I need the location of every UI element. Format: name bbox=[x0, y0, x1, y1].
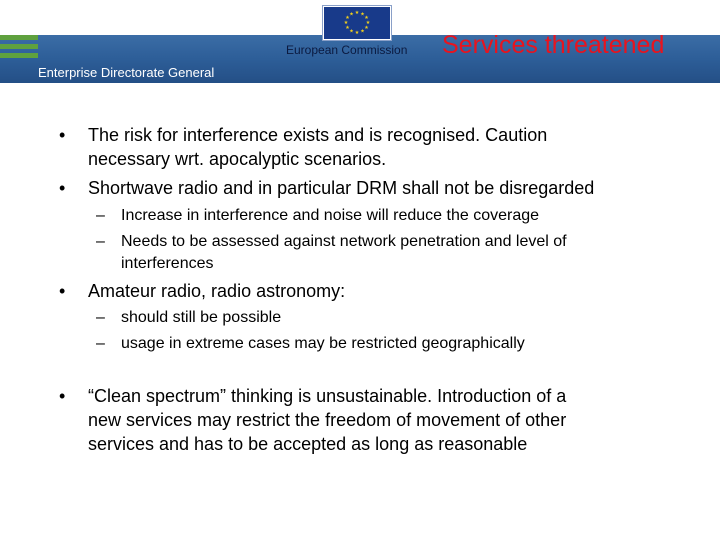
sub-bullet-line: should still be possible bbox=[121, 309, 282, 326]
bullet-item bbox=[59, 177, 679, 200]
svg-text:★: ★ bbox=[364, 25, 369, 31]
svg-text:★: ★ bbox=[364, 15, 369, 21]
organization-label: European Commission bbox=[286, 43, 408, 57]
svg-text:★: ★ bbox=[349, 11, 354, 18]
bullet-line: Shortwave radio and in particular DRM shall not be disregarded bbox=[88, 178, 595, 198]
sub-bullet-line: Increase in interference and noise will reduce the coverage bbox=[121, 207, 540, 224]
sub-bullet-item bbox=[96, 230, 656, 276]
bullet-item bbox=[59, 280, 679, 303]
svg-text:★: ★ bbox=[349, 28, 354, 35]
sub-bullet-item bbox=[96, 332, 656, 355]
sub-bullet-item bbox=[96, 306, 656, 329]
svg-text:★: ★ bbox=[343, 20, 349, 26]
svg-text:★: ★ bbox=[345, 15, 350, 21]
bullet-line: services and has to be accepted as long as reasonable bbox=[88, 434, 528, 454]
bullet-item bbox=[59, 124, 679, 170]
svg-text:★: ★ bbox=[360, 28, 365, 35]
bullet-line: necessary wrt. apocalyptic scenarios. bbox=[88, 149, 387, 169]
sub-bullet-line: usage in extreme cases may be restricted geographically bbox=[121, 335, 525, 352]
sub-bullet-line: interferences bbox=[121, 255, 214, 272]
svg-text:★: ★ bbox=[354, 10, 360, 16]
bullet-mark: • bbox=[59, 125, 66, 145]
svg-text:★: ★ bbox=[365, 20, 371, 26]
svg-text:★: ★ bbox=[360, 11, 365, 18]
sub-bullet-mark: – bbox=[96, 309, 105, 326]
sub-bullet-mark: – bbox=[96, 207, 105, 224]
bullet-mark: • bbox=[59, 281, 66, 301]
bullet-mark: • bbox=[59, 178, 66, 198]
svg-text:★: ★ bbox=[354, 30, 360, 36]
sub-bullet-item bbox=[96, 204, 656, 227]
bullet-line: new services may restrict the freedom of movement of other bbox=[88, 410, 567, 430]
sub-bullet-line: Needs to be assessed against network penetration and level of bbox=[121, 233, 567, 250]
slide-title: Services threatened bbox=[442, 31, 665, 59]
bullet-item bbox=[59, 385, 679, 455]
svg-text:★: ★ bbox=[345, 25, 350, 31]
bullet-line: “Clean spectrum” thinking is unsustainable. Introduction of a bbox=[88, 386, 567, 406]
sub-bullet-mark: – bbox=[96, 233, 105, 250]
bullet-line: The risk for interference exists and is recognised. Caution bbox=[88, 125, 548, 145]
bullet-line: Amateur radio, radio astronomy: bbox=[88, 281, 346, 301]
bullet-mark: • bbox=[59, 386, 66, 406]
directorate-label: Enterprise Directorate General bbox=[38, 65, 215, 80]
sub-bullet-mark: – bbox=[96, 335, 105, 352]
